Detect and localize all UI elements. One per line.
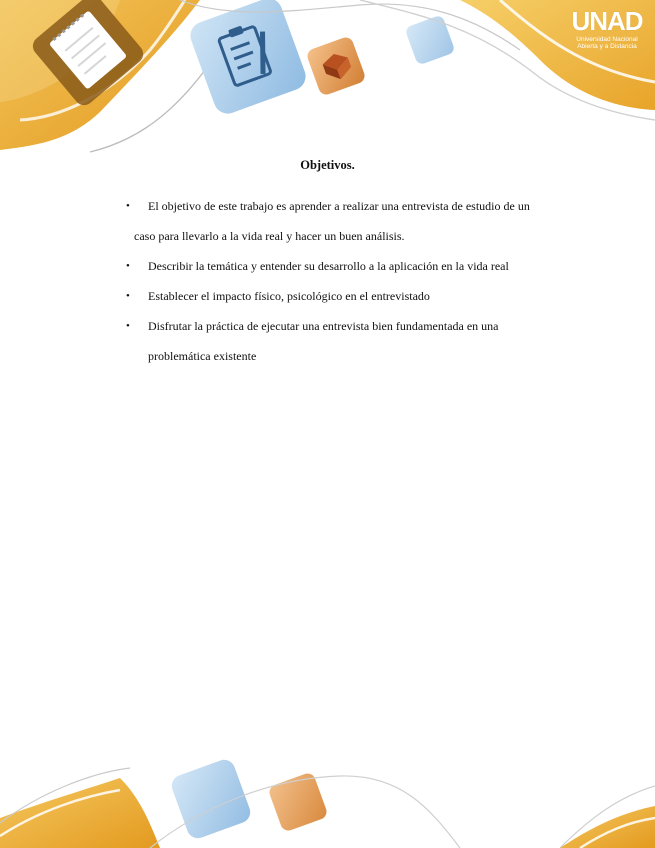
objective-text-line1: Establecer el impacto físico, psicológico en el entrevistado <box>148 289 430 303</box>
logo-subtitle-line2: Abierta y a Distancia <box>577 43 637 50</box>
objective-text-line1: El objetivo de este trabajo es aprender a realizar una entrevista de estudio de un <box>148 199 530 213</box>
objective-text-line2: problemática existente <box>148 349 257 363</box>
objective-item <box>124 251 574 281</box>
book-icon <box>305 35 367 97</box>
document-title: Objetivos. <box>300 158 355 172</box>
objective-item <box>124 311 574 341</box>
objective-item-continuation <box>124 341 574 371</box>
objectives-list <box>124 191 574 371</box>
objective-text-line1: Disfrutar la práctica de ejecutar una entrevista bien fundamentada en una <box>148 319 499 333</box>
logo-wordmark: UNAD <box>571 6 643 36</box>
objective-item <box>124 191 574 221</box>
objective-item-continuation <box>124 221 574 251</box>
objective-text-line1: Describir la temática y entender su desarrollo a la aplicación en la vida real <box>148 259 509 273</box>
objective-text-line2: caso para llevarlo a la vida real y hacer un buen análisis. <box>134 229 405 243</box>
objective-item <box>124 281 574 311</box>
unad-logo <box>569 6 645 52</box>
logo-subtitle-line1: Universidad Nacional <box>576 36 638 43</box>
footer-decoration <box>0 748 655 848</box>
bullet-icon: • <box>126 200 130 212</box>
header-decoration <box>0 0 655 170</box>
bullet-icon: • <box>126 260 130 272</box>
bullet-icon: • <box>126 320 130 332</box>
clipboard-pencil-icon <box>186 0 309 118</box>
bullet-icon: • <box>126 290 130 302</box>
